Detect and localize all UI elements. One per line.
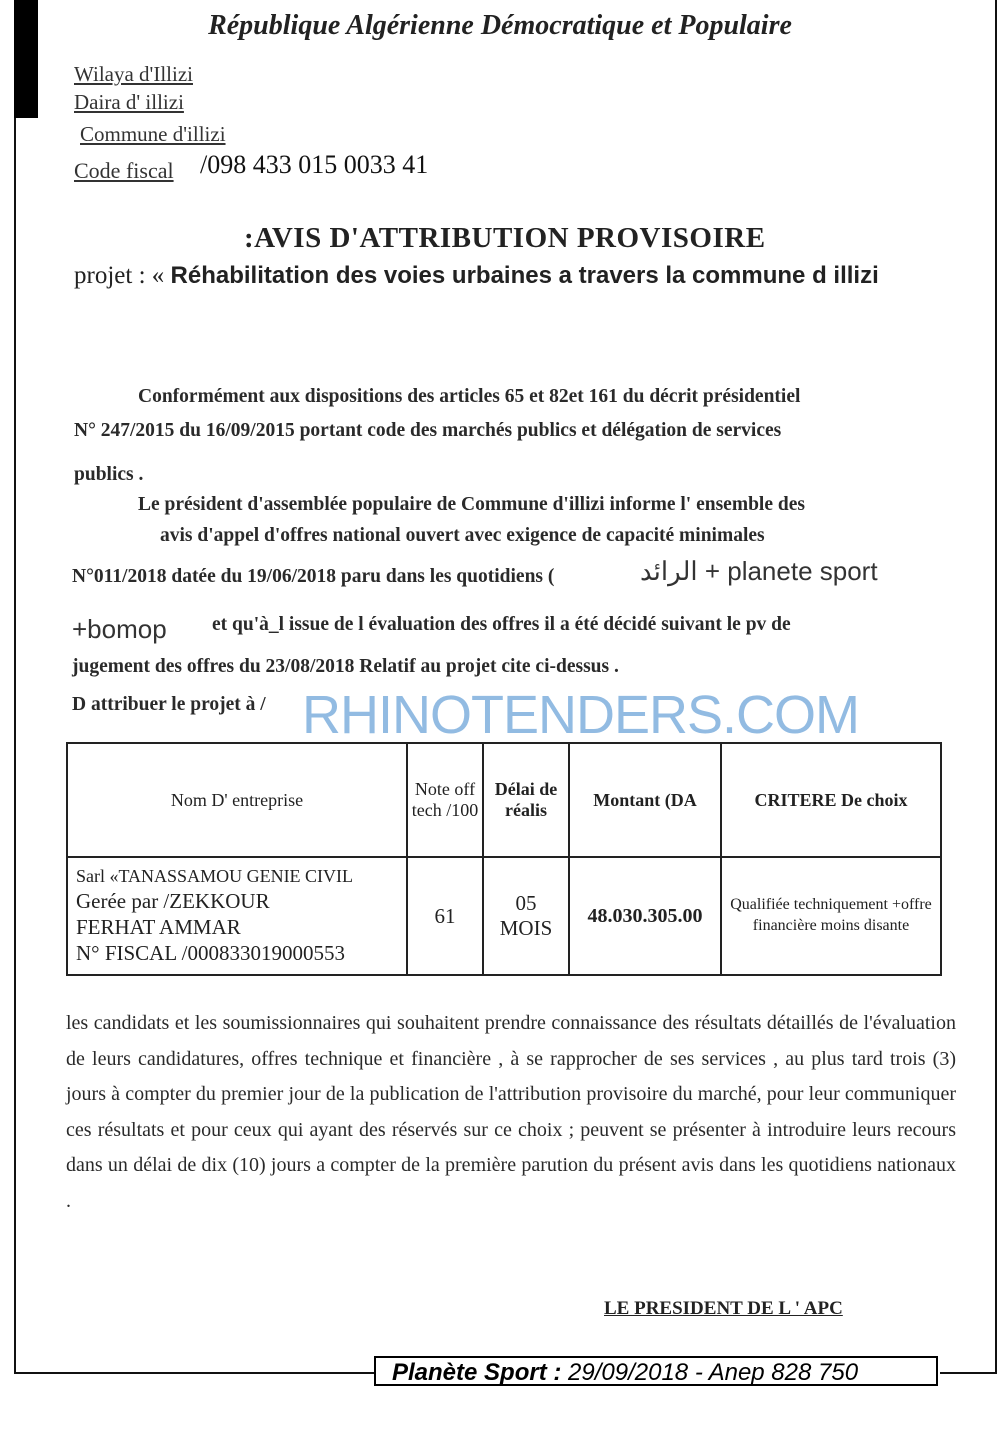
note-cell: 61 xyxy=(407,857,483,975)
body-line-6: N°011/2018 datée du 19/06/2018 paru dans les quotidiens ( xyxy=(72,566,555,587)
body-line-9: D attribuer le projet à / xyxy=(72,694,266,715)
frame-bottom-border xyxy=(14,1372,374,1374)
delay-number: 05 xyxy=(515,891,537,915)
frame-right-border xyxy=(995,0,997,1372)
body-line-4: Le président d'assemblée populaire de Commune d'illizi informe l' ensemble des xyxy=(138,494,805,515)
delay-cell xyxy=(483,857,569,975)
amount-cell: 48.030.305.00 xyxy=(569,857,721,975)
frame-bottom-border-right xyxy=(940,1372,997,1374)
body-line-5: avis d'appel d'offres national ouvert avec exigence de capacité minimales xyxy=(160,525,765,546)
fiscal-code-value: /098 433 015 0033 41 xyxy=(200,150,429,179)
signature: LE PRESIDENT DE L ' APC xyxy=(604,1298,843,1319)
company-manager-name: FERHAT AMMAR xyxy=(76,915,241,940)
fiscal-code-label: Code fiscal xyxy=(74,158,174,183)
wilaya-line: Wilaya d'Illizi xyxy=(74,62,193,86)
col-amount-header: Montant (DA xyxy=(569,743,721,857)
body-line-8: jugement des offres du 23/08/2018 Relatif au projet cite ci-dessus . xyxy=(72,656,619,677)
project-line xyxy=(74,262,879,290)
results-table xyxy=(66,742,942,976)
publication-date-ref: 29/09/2018 - Anep 828 750 xyxy=(568,1359,859,1386)
watermark: RHINOTENDERS.COM xyxy=(302,685,860,745)
project-prefix: projet : « xyxy=(74,262,165,289)
table-row xyxy=(67,857,941,975)
col-criteria-header: CRITERE De choix xyxy=(721,743,941,857)
project-name: Réhabilitation des voies urbaines a travers la commune d illizi xyxy=(170,262,879,289)
col-note-header: Note off tech /100 xyxy=(407,743,483,857)
body-line-3: publics . xyxy=(74,464,144,485)
body-line-7: et qu'à_l issue de l évaluation des offres il a été décidé suivant le pv de xyxy=(212,614,791,635)
newspapers-handwritten: الرائد + planete sport xyxy=(640,556,878,586)
publication-footer xyxy=(374,1356,938,1386)
country-title: République Algérienne Démocratique et Populaire xyxy=(208,10,792,41)
col-delay-header: Délai de réalis xyxy=(483,743,569,857)
delay-unit: MOIS xyxy=(499,916,553,940)
bomop-handwritten: +bomop xyxy=(72,614,167,644)
closing-paragraph: les candidats et les soumissionnaires qui souhaitent prendre connaissance des résultats détaillés de l'évaluation de leurs candidatures, offres technique et financière , à se rapprocher de ses services , au plus tard trois (3) jours à compter du premier jour de la publication de l'attribution provisoire du marché, pour leur communiquer ces résultats et pour ceux qui ayant des réservés sur ce choix ; peuvent se présenter à introduire leurs recours dans un délai de dix (10) jours a compter de la première parution du présent avis dans les quotidiens nationaux . xyxy=(66,1012,956,1212)
criteria-cell: Qualifiée techniquement +offre financière moins disante xyxy=(721,857,941,975)
body-line-1: Conformément aux dispositions des articles 65 et 82et 161 du décrit présidentiel xyxy=(138,386,801,407)
company-fiscal: N° FISCAL /000833019000553 xyxy=(76,941,345,966)
company-name: Sarl «TANASSAMOU GENIE CIVIL xyxy=(76,866,354,887)
frame-left-border xyxy=(14,118,16,1374)
newspaper-name: Planète Sport : xyxy=(392,1359,562,1386)
col-company-header: Nom D' entreprise xyxy=(67,743,407,857)
company-manager: Gerée par /ZEKKOUR xyxy=(76,888,270,913)
company-cell xyxy=(67,857,407,975)
body-line-2: N° 247/2015 du 16/09/2015 portant code des marchés publics et délégation de services xyxy=(74,420,782,441)
commune-line: Commune d'illizi xyxy=(80,122,226,146)
daira-line: Daira d' illizi xyxy=(74,90,184,114)
table-header-row xyxy=(67,743,941,857)
notice-title: :AVIS D'ATTRIBUTION PROVISOIRE xyxy=(244,222,766,254)
